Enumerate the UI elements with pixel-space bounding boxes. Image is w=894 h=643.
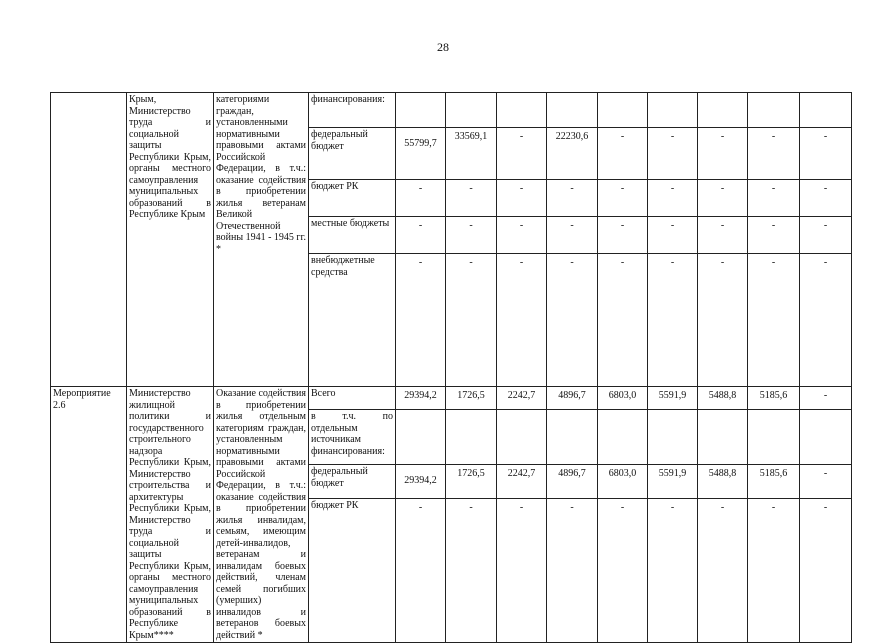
value-cell (547, 499, 598, 643)
value: 5488,8 (708, 390, 737, 402)
value-cell (598, 465, 648, 499)
value-cell (497, 387, 547, 410)
value: 29394,2 (404, 475, 437, 487)
value-cell (648, 180, 698, 217)
value (800, 93, 851, 96)
source-label: федеральный бюджет (311, 129, 368, 152)
value (748, 410, 799, 413)
value: - (771, 502, 776, 514)
value: - (823, 390, 828, 402)
value: - (823, 468, 828, 480)
source-cell (309, 499, 396, 643)
value-cell (698, 254, 748, 387)
value-cell (497, 128, 547, 180)
value: - (620, 220, 625, 232)
value-cell (396, 180, 446, 217)
block1-body (51, 93, 852, 387)
value-cell (497, 93, 547, 128)
value-cell (800, 128, 852, 180)
value-cell (446, 254, 497, 387)
value: - (823, 257, 828, 268)
value-cell (598, 410, 648, 465)
value: - (771, 183, 776, 195)
block1-executor-cell (127, 93, 214, 387)
value-cell (748, 128, 800, 180)
value: 2242,7 (507, 468, 536, 480)
source-cell (309, 217, 396, 254)
value (748, 93, 799, 96)
value-cell (748, 499, 800, 643)
value-cell (748, 254, 800, 387)
value-cell (547, 465, 598, 499)
value: - (720, 131, 725, 143)
value: - (570, 183, 574, 195)
value: - (720, 502, 725, 514)
value (446, 410, 496, 413)
value-cell (497, 465, 547, 499)
table-row (51, 387, 852, 410)
value (598, 410, 647, 413)
source-cell (309, 180, 396, 217)
value-cell (547, 217, 598, 254)
block2-executor: Министерство жилищной политики и государственного строительного надзора Республики Крым, Министерство строительства и архитектуры Республики Крым, Министерство труда и социальной защиты Республики Крым, органы местного самоуправления муниципальных образований в Республике Крым**** (129, 388, 211, 641)
value: - (469, 183, 473, 195)
value: - (670, 183, 675, 195)
value-cell (446, 217, 497, 254)
value: - (670, 502, 675, 514)
value: 5591,9 (658, 390, 687, 402)
value-cell (648, 217, 698, 254)
value-cell (648, 499, 698, 643)
value-cell (547, 180, 598, 217)
value-cell (698, 465, 748, 499)
source-label: Всего (311, 388, 336, 400)
value: - (570, 220, 574, 232)
value-cell (748, 93, 800, 128)
value: - (720, 183, 725, 195)
source-cell (309, 128, 396, 180)
value-cell (547, 93, 598, 128)
block2-measure-cell (51, 387, 127, 643)
value-cell (748, 387, 800, 410)
value: - (469, 502, 473, 514)
value-cell (800, 410, 852, 465)
value: 5488,8 (708, 468, 737, 480)
value: - (771, 220, 776, 232)
block2-measure: Мероприятие 2.6 (53, 388, 111, 411)
value-cell (547, 387, 598, 410)
value: - (519, 502, 524, 514)
value: - (771, 257, 776, 268)
value (547, 93, 597, 96)
value (800, 410, 851, 413)
value-cell (800, 465, 852, 499)
value-cell (698, 128, 748, 180)
value: - (570, 502, 574, 514)
value-cell (598, 128, 648, 180)
value-cell (497, 410, 547, 465)
block1-description: категориями граждан, установленными нормативными правовыми актами Российской Федерации, в т.ч.: оказание содействия в приобретении жилья ветеранам Великой Отечественной войны 1941 - 1945 гг. * (216, 94, 306, 255)
value: 4896,7 (558, 390, 586, 402)
value: - (823, 183, 828, 195)
value: 1726,5 (457, 390, 485, 402)
value-cell (446, 387, 497, 410)
value: - (519, 131, 524, 143)
value-cell (698, 217, 748, 254)
source-label: федеральный бюджет (311, 466, 368, 489)
value: - (620, 502, 625, 514)
value-cell (547, 254, 598, 387)
value-cell (748, 465, 800, 499)
value-cell (648, 465, 698, 499)
value-cell (800, 499, 852, 643)
value (396, 410, 445, 413)
value (497, 410, 546, 413)
page-number: 28 (437, 40, 449, 54)
block1-description-cell (214, 93, 309, 387)
value-cell (748, 217, 800, 254)
value: - (418, 183, 423, 195)
value-cell (446, 499, 497, 643)
block2-description-cell (214, 387, 309, 643)
value: - (620, 257, 625, 268)
value: 5185,6 (759, 390, 788, 402)
value: - (519, 183, 524, 195)
source-label: в т.ч. по отдельным источникам финансирования: (311, 411, 393, 457)
source-label: внебюджетные средства (311, 255, 375, 278)
source-cell (309, 410, 396, 465)
value (698, 93, 747, 96)
value: - (823, 220, 828, 232)
value: 22230,6 (555, 131, 589, 143)
value: - (620, 131, 625, 143)
value: - (771, 131, 776, 143)
value-cell (446, 93, 497, 128)
value: - (670, 131, 675, 143)
value-cell (446, 180, 497, 217)
value: - (823, 131, 828, 143)
value-cell (698, 410, 748, 465)
value: - (823, 502, 828, 514)
value: 6803,0 (608, 468, 637, 480)
block1-executor: Крым, Министерство труда и социальной защиты Республики Крым, органы местного самоуправления муниципальных образований в Республике Крым (129, 94, 211, 220)
value-cell (396, 410, 446, 465)
value: 55799,7 (404, 138, 437, 150)
source-label: бюджет РК (311, 181, 359, 193)
value: - (720, 220, 725, 232)
value-cell (648, 410, 698, 465)
value: 1726,5 (457, 468, 485, 480)
block2-executor-cell (127, 387, 214, 643)
value: 2242,7 (507, 390, 536, 402)
source-label: бюджет РК (311, 500, 359, 512)
value-cell (698, 180, 748, 217)
value-cell (698, 93, 748, 128)
value: - (670, 220, 675, 232)
value-cell (446, 128, 497, 180)
value-cell (396, 387, 446, 410)
value-cell (396, 499, 446, 643)
source-cell (309, 93, 396, 128)
value: - (418, 502, 423, 514)
source-cell (309, 465, 396, 499)
value-cell (800, 93, 852, 128)
value-cell (497, 217, 547, 254)
value-cell (800, 387, 852, 410)
value: - (620, 183, 625, 195)
value-cell (598, 180, 648, 217)
value-cell (598, 499, 648, 643)
value-cell (800, 217, 852, 254)
value: 5591,9 (658, 468, 687, 480)
value: - (519, 257, 524, 268)
value-cell (497, 180, 547, 217)
value-cell (800, 180, 852, 217)
block2-description: Оказание содействия в приобретении жилья отдельным категориям граждан, установленным нормативными правовыми актами Российской Федерации, в т.ч.: оказание содействия в приобретении жилья инвалидам, семьям, имеющим детей-инвалидов, ветеранам и инвалидам боевых действий, членам семей погибших (умерших) инвалидов и ветеранов боевых действий * (216, 388, 306, 641)
value: - (418, 220, 423, 232)
value-cell (446, 465, 497, 499)
value: - (519, 220, 524, 232)
value: - (570, 257, 574, 268)
value-cell (648, 387, 698, 410)
value (396, 93, 445, 96)
value-cell (396, 93, 446, 128)
value-cell (598, 387, 648, 410)
value-cell (698, 499, 748, 643)
source-label: местные бюджеты (311, 218, 390, 230)
value-cell (648, 93, 698, 128)
source-cell (309, 254, 396, 387)
value-cell (648, 128, 698, 180)
value: 5185,6 (759, 468, 788, 480)
value-cell (598, 217, 648, 254)
value (648, 410, 697, 413)
value-cell (800, 254, 852, 387)
value: - (670, 257, 675, 268)
value: - (418, 257, 423, 268)
financing-table (50, 92, 852, 643)
value: 4896,7 (558, 468, 586, 480)
value-cell (698, 387, 748, 410)
value-cell (446, 410, 497, 465)
value-cell (547, 128, 598, 180)
value-cell (748, 180, 800, 217)
value (698, 410, 747, 413)
source-cell (309, 387, 396, 410)
value-cell (598, 93, 648, 128)
value-cell (497, 499, 547, 643)
value-cell (598, 254, 648, 387)
value-cell (396, 128, 446, 180)
value (446, 93, 496, 96)
value (547, 410, 597, 413)
value (497, 93, 546, 96)
block2-body (51, 387, 852, 643)
value-cell (396, 465, 446, 499)
value: 6803,0 (608, 390, 637, 402)
value-cell (396, 217, 446, 254)
value: 29394,2 (404, 390, 437, 402)
value-cell (396, 254, 446, 387)
value (598, 93, 647, 96)
value: 33569,1 (454, 131, 488, 143)
table-row (51, 93, 852, 128)
value-cell (748, 410, 800, 465)
block1-measure-cell (51, 93, 127, 387)
value: - (469, 220, 473, 232)
value: - (469, 257, 473, 268)
value-cell (497, 254, 547, 387)
value-cell (648, 254, 698, 387)
value: - (720, 257, 725, 268)
source-label: финансирования: (311, 94, 385, 105)
value (648, 93, 697, 96)
value-cell (547, 410, 598, 465)
